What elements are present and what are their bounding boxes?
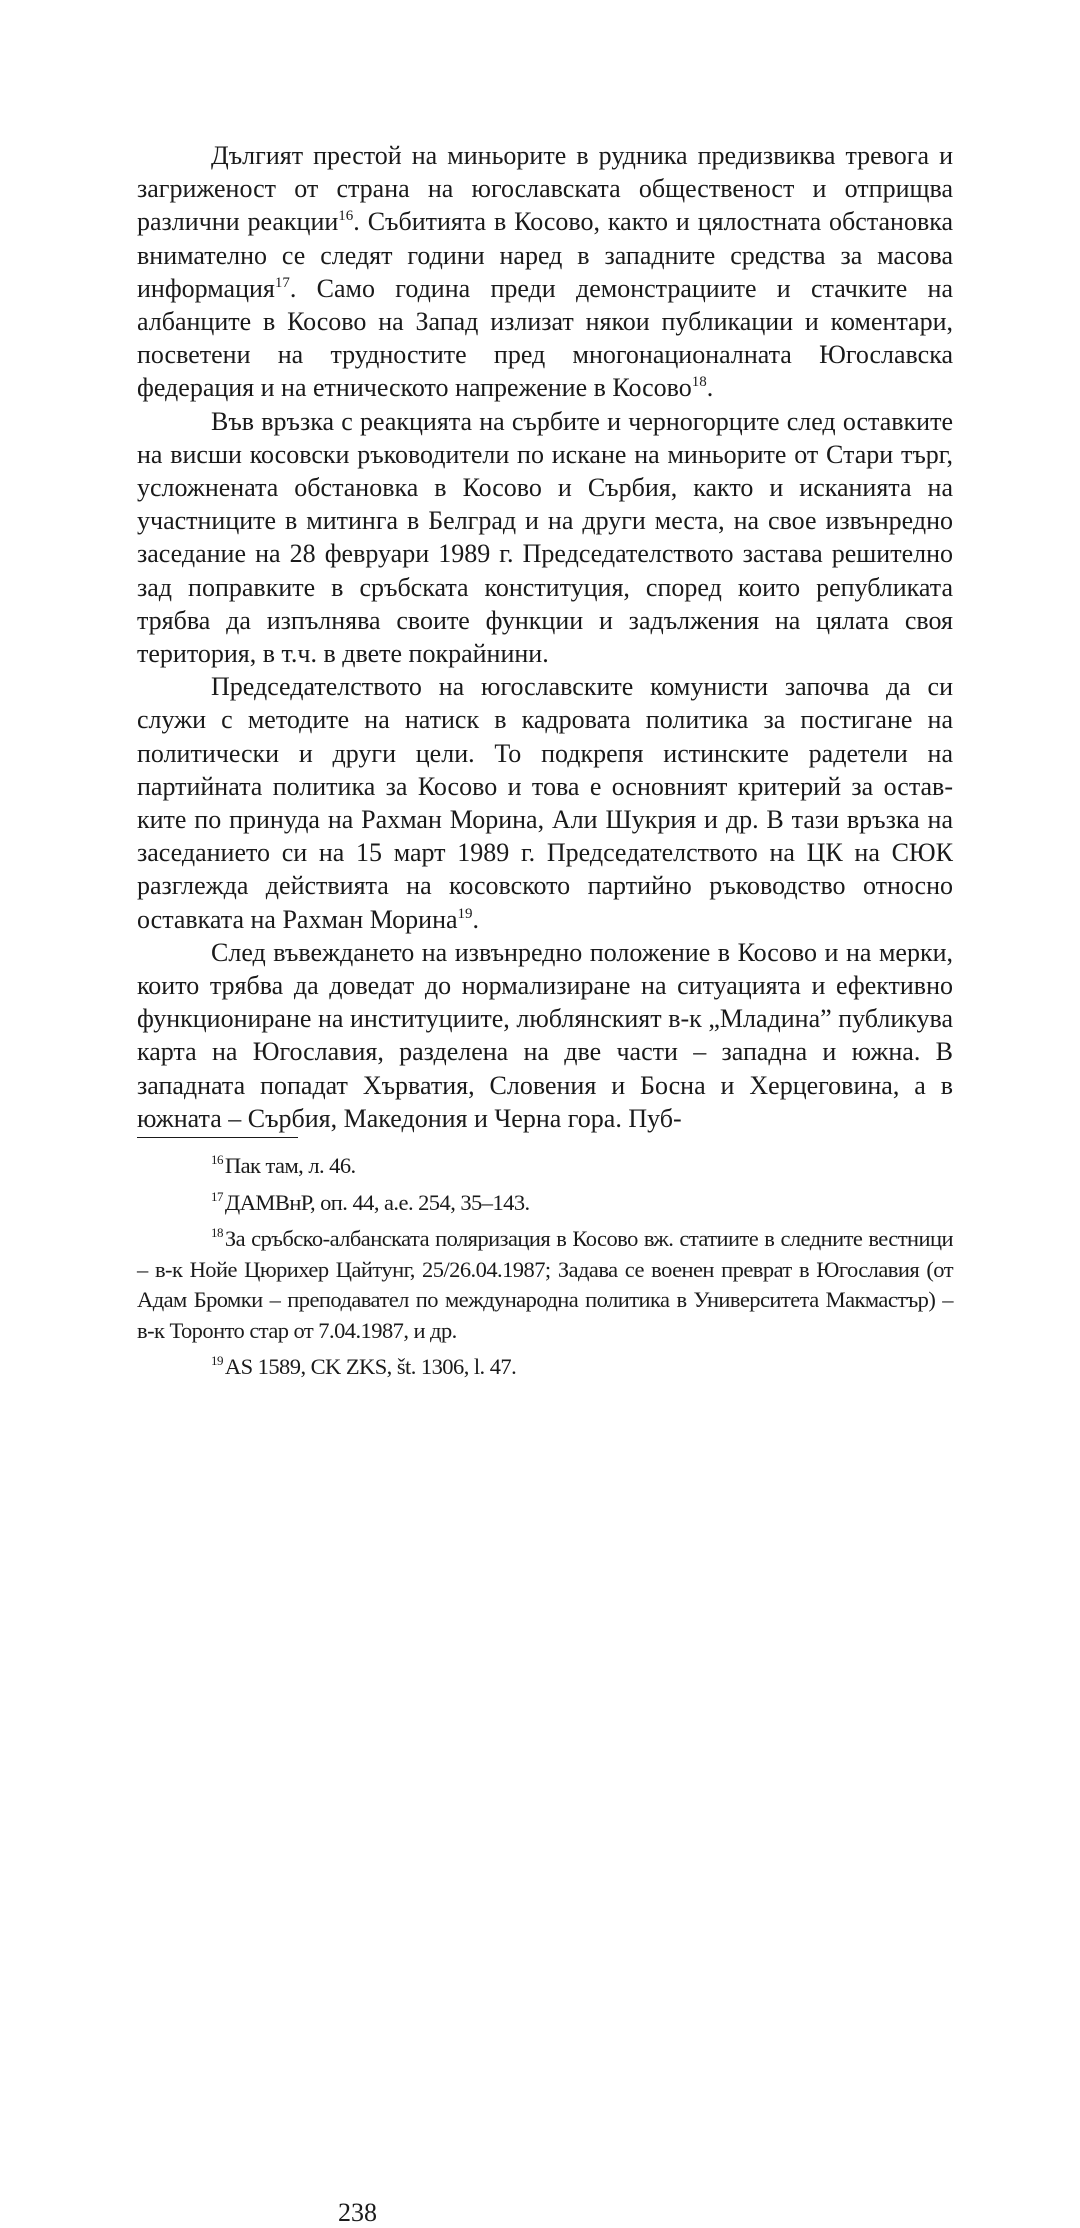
footnote-ref-17[interactable]: 17 xyxy=(274,274,290,291)
footnote-16 xyxy=(137,1151,953,1182)
paragraph-2: Във връзка с реакцията на сърбите и черногорците след оставките на висши косовски ръководители по искане на миньорите от Стари търг, усложнената обстановка в Косово и Сърбия, както и исканията на участниците в митинга в Белград и на други места, на свое извънредно заседание на 28 февруари 1989 г. Председателството застава решително зад поправките в сръбската конституция, според които републиката трябва да изпълнява своите функции и задължения на цялата своя територия, в т.ч. в двете покрайнини. xyxy=(137,406,953,669)
footnote-18 xyxy=(137,1224,953,1346)
footnote-19 xyxy=(137,1352,953,1383)
footnote-ref-16[interactable]: 16 xyxy=(338,208,354,225)
footnote-ref-19[interactable]: 19 xyxy=(457,905,473,922)
footnote-number: 17 xyxy=(211,1188,223,1204)
page-body xyxy=(137,139,953,1135)
paragraph-3: Председателството на югославските комунисти започва да си служи с методите на натиск в кадровата политика за постигане на политически и други цели. То подкрепя истинските радетели на партийната политика за Косово и това е основният критерий за оставките по принуда на Рахман Морина, Али Шукрия и др. В тази връзка на заседанието си на 15 март 1989 г. Председателството на ЦК на СЮК разглежда действията на косовското партийно ръководство относно оставката на Рахман Морина$^{19}$. xyxy=(137,672,953,934)
paragraph-1: Дългият престой на миньорите в рудника предизвиква тревога и загриженост от страна на югославската общественост и отприщва различни реакции$^{16}$. Събитията в Косово, както и цялостната обстановка внимателно се следят години наред в западните средства за масова информация$^{17}$. Само година преди демонстрациите и стачките на албанците в Косово на Запад излизат някои публикации и коментари, посветени на трудностите пред многонационалната Югославска федерация и на етническото напрежение в Косово$^{18}$. xyxy=(137,141,954,403)
footnote-number: 19 xyxy=(211,1353,223,1368)
footnote-separator xyxy=(137,1137,298,1138)
footnotes xyxy=(137,1151,953,2227)
footnote-17 xyxy=(137,1188,953,1219)
footnote-text: За сръбско-албанската поляризация в Косово вж. статиите в следните вестници – в-к Нойе Цюрихер Цайтунг, 25/26.04.1987; Задава се военен преврат в Югославия (от Адам Бромки – преподавател по международна политика в Университета Макмастър) – в-к Торонто стар от 7.04.1987, и др. xyxy=(137,1226,953,1343)
footnote-number: 18 xyxy=(211,1225,223,1240)
footnote-number: 16 xyxy=(211,1152,223,1167)
footnote-ref-18[interactable]: 18 xyxy=(691,374,707,391)
footnote-text: ДАМВнР, оп. 44, а.е. 254, 35–143. xyxy=(224,1189,530,1215)
footnote-text: AS 1589, CK ZKS, št. 1306, l. 47. xyxy=(224,1354,517,1379)
main-text xyxy=(137,139,953,1135)
page-number: 238 xyxy=(338,2198,377,2227)
footnote-text: Пак там, л. 46. xyxy=(224,1153,356,1178)
paragraph-4: След въвеждането на извънредно положение в Косово и на мерки, които трябва да доведат до нормализиране на ситуацията и ефективно функциониране на институциите, люблянският в-к „Младина” публикува карта на Югославия, разделена на две части – западна и южна. В западната попадат Хърватия, Словения и Босна и Херцеговина, а в южната – Сърбия, Македония и Черна гора. Пуб- xyxy=(137,937,953,1133)
